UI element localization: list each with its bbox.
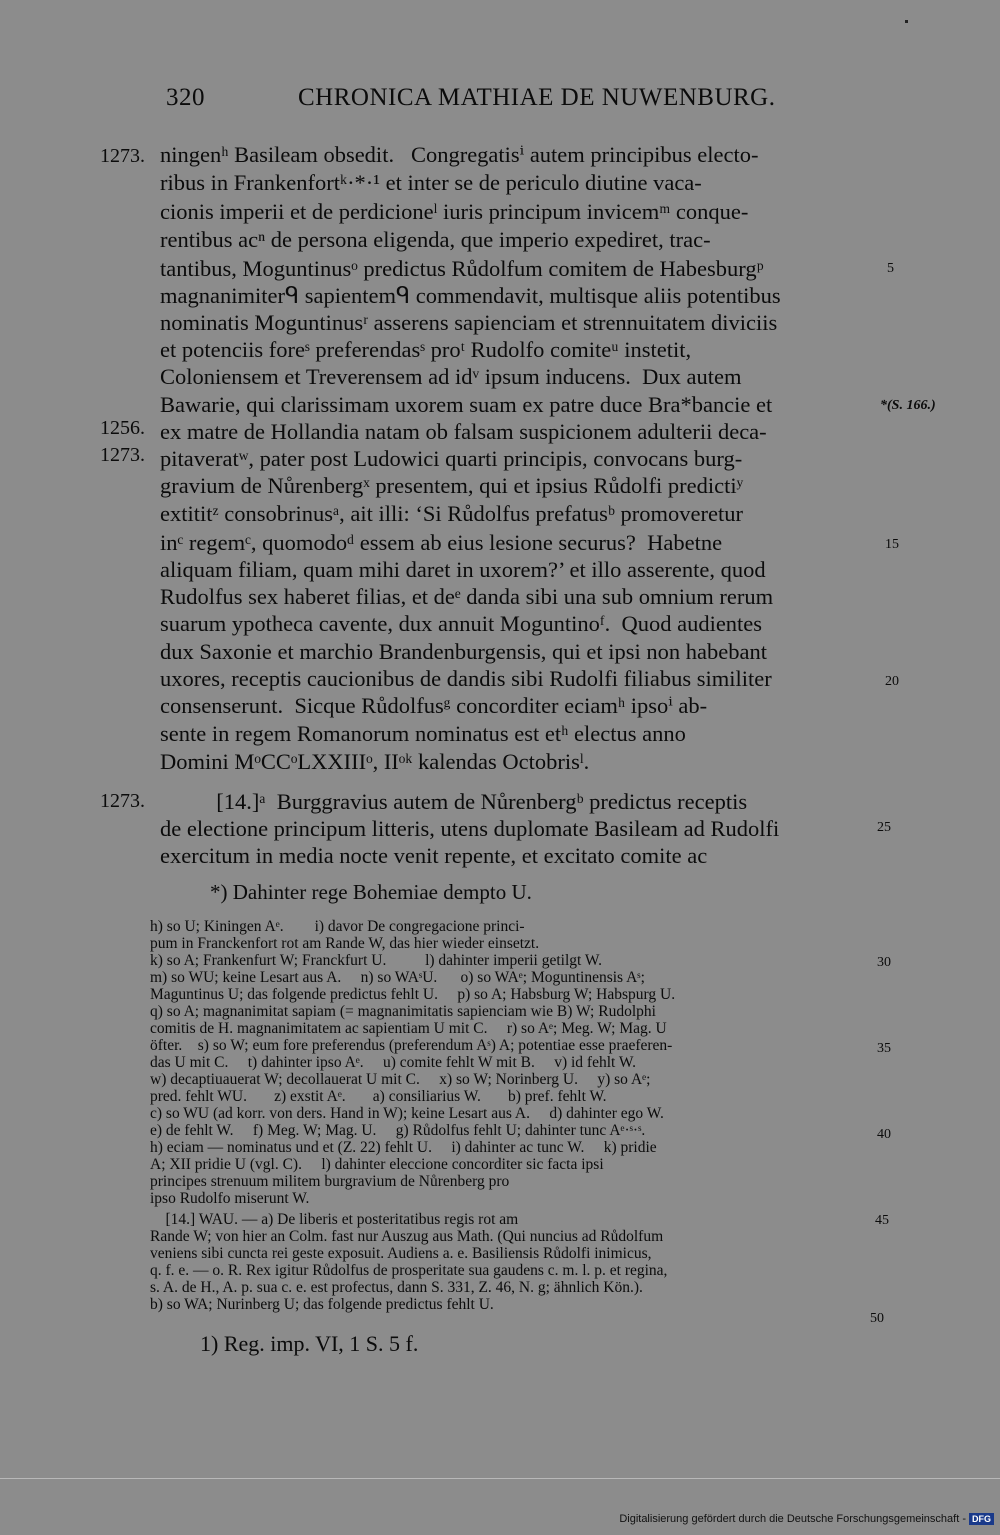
scan-speck	[905, 20, 908, 23]
line-number: 30	[877, 955, 891, 970]
line-number: 40	[877, 1127, 891, 1142]
line-number: 45	[875, 1213, 889, 1228]
text-line: rentibus acⁿ de persona eligenda, que imperio expediret, trac-	[160, 227, 711, 252]
text-line: dux Saxonie et marchio Brandenburgensis, qui et ipsi non habebant	[160, 639, 767, 664]
text-line: magnanimiterᑫ sapientemᑫ commendavit, multisque aliis potentibus	[160, 283, 781, 308]
line-number: 15	[885, 537, 899, 552]
text-line: ribus in Frankenfortᵏ·*·¹ et inter se de periculo diutine vaca-	[160, 170, 702, 195]
text-line: Coloniensem et Treverensem ad idᵛ ipsum inducens. Dux autem	[160, 364, 742, 389]
text-line: cionis imperii et de perdicioneˡ iuris principum invicemᵐ conque-	[160, 199, 749, 224]
text-line: extititᶻ consobrinusᵃ, ait illi: ‘Si Růdolfus prefatusᵇ promoveretur	[160, 501, 743, 526]
dfg-logo: DFG	[969, 1513, 994, 1525]
text-line: aliquam filiam, quam mihi daret in uxorem?’ et illo asserente, quod	[160, 557, 766, 582]
footnote-line: q) so A; magnanimitat sapiam (= magnanimitatis sapienciam wie B) W; Rudolphi	[150, 1003, 656, 1020]
text-line: gravium de Nůrenbergˣ presentem, qui et ipsius Růdolfi predictiʸ	[160, 473, 744, 498]
line-number: 20	[885, 674, 899, 689]
footnote-line: ipso Rudolfo miserunt W.	[150, 1190, 310, 1207]
footnote-line: h) eciam — nominatus und et (Z. 22) fehlt U. i) dahinter ac tunc W. k) pridie	[150, 1139, 657, 1156]
footnote-line: das U mit C. t) dahinter ipso Aᵉ. u) comite fehlt W mit B. v) id fehlt W.	[150, 1054, 637, 1071]
year-marker: 1273.	[100, 790, 145, 812]
text-line: nominatis Moguntinusʳ asserens sapienciam et strennuitatem diviciis	[160, 310, 778, 335]
text-line: de electione principum litteris, utens duplomate Basileam ad Rudolfi	[160, 816, 780, 841]
footnote-line: pum in Franckenfort rot am Rande W, das hier wieder einsetzt.	[150, 935, 540, 952]
footnote-line: w) decaptiuauerat W; decollauerat U mit C. x) so W; Norinberg U. y) so Aᵉ;	[150, 1071, 651, 1088]
text-line: [14.]ᵃ Burggravius autem de Nůrenbergᵇ predictus receptis	[160, 789, 748, 814]
digitization-credit	[619, 1513, 994, 1525]
year-marker: 1256.	[100, 417, 145, 439]
footnote-line: comitis de H. magnanimitatem ac sapientiam U mit C. r) so Aᵉ; Meg. W; Mag. U	[150, 1020, 667, 1037]
footnote-line: c) so WU (ad korr. von ders. Hand in W); keine Lesart aus A. d) dahinter ego W.	[150, 1105, 664, 1122]
footnote-line: s. A. de H., A. p. sua c. e. est profectus, dann S. 331, Z. 46, N. g; ähnlich Kön.).	[150, 1279, 643, 1296]
text-line: inᶜ regemᶜ, quomodoᵈ essem ab eius lesione securus? Habetne	[160, 530, 723, 555]
margin-note: *(S. 166.)	[880, 398, 936, 413]
footnote-line: A; XII pridie U (vgl. C). l) dahinter eleccione concorditer sic facta ipsi	[150, 1156, 604, 1173]
footnote-line: Maguntinus U; das folgende predictus fehlt U. p) so A; Habsburg W; Habspurg U.	[150, 986, 676, 1003]
text-line: pitaveratʷ, pater post Ludowici quarti principis, convocans burg-	[160, 446, 743, 471]
footnote-line: e) de fehlt W. f) Meg. W; Mag. U. g) Růdolfus fehlt U; dahinter tunc Aᵉ·ˢ·ˢ.	[150, 1122, 646, 1139]
footnote-line: b) so WA; Nurinberg U; das folgende predictus fehlt U.	[150, 1296, 494, 1313]
running-title: CHRONICA MATHIAE DE NUWENBURG.	[298, 84, 776, 111]
reference-footnote: 1) Reg. imp. VI, 1 S. 5 f.	[200, 1331, 419, 1356]
star-note: *) Dahinter rege Bohemiae dempto U.	[210, 880, 532, 904]
text-line: uxores, receptis caucionibus de dandis sibi Rudolfi filiabus similiter	[160, 666, 772, 691]
text-line: consenserunt. Sicque Růdolfusᵍ concorditer eciamʰ ipsoⁱ ab-	[160, 693, 708, 718]
year-marker: 1273.	[100, 145, 145, 167]
footnote-line: [14.] WAU. — a) De liberis et posteritatibus regis rot am	[150, 1211, 519, 1228]
line-number: 50	[870, 1311, 884, 1326]
text-line: Domini MᵒCCᵒLXXIIIᵒ, IIᵒᵏ kalendas Octobrisˡ.	[160, 749, 590, 774]
text-line: suarum ypotheca cavente, dux annuit Moguntinoᶠ. Quod audientes	[160, 611, 763, 636]
footnote-line: pred. fehlt WU. z) exstit Aᵉ. a) consiliarius W. b) pref. fehlt W.	[150, 1088, 607, 1105]
footnote-line: m) so WU; keine Lesart aus A. n) so WAˢU. o) so WAᵉ; Moguntinensis Aˢ;	[150, 969, 645, 986]
footnote-line: Rande W; von hier an Colm. fast nur Auszug aus Math. (Qui nuncius ad Růdolfum	[150, 1228, 664, 1245]
footnote-line: öfter. s) so W; eum fore preferendus (preferendum Aˢ) A; potentiae esse praeferen-	[150, 1037, 673, 1054]
line-number: 5	[887, 261, 894, 276]
footnote-line: veniens sibi cuncta rei geste exposuit. Audiens a. e. Basiliensis Růdolfi inimicus,	[150, 1245, 652, 1262]
text-line: Rudolfus sex haberet filias, et deᵉ danda sibi una sub omnium rerum	[160, 584, 774, 609]
text-line: sente in regem Romanorum nominatus est etʰ electus anno	[160, 721, 686, 746]
line-number: 35	[877, 1041, 891, 1056]
credit-text: Digitalisierung gefördert durch die Deutsche Forschungsgemeinschaft -	[619, 1513, 966, 1525]
text-line: ex matre de Hollandia natam ob falsam suspicionem adulterii deca-	[160, 419, 767, 444]
footer-divider	[0, 1478, 1000, 1479]
footnote-line: k) so A; Frankenfurt W; Franckfurt U. l) dahinter imperii getilgt W.	[150, 952, 603, 969]
text-line: et potenciis foreˢ preferendasˢ proᵗ Rudolfo comiteᵘ instetit,	[160, 337, 692, 362]
line-number: 25	[877, 820, 891, 835]
footnote-line: q. f. e. — o. R. Rex igitur Růdolfus de prosperitate sua gaudens c. m. l. p. et regina,	[150, 1262, 668, 1279]
text-line: tantibus, Moguntinusᵒ predictus Růdolfum comitem de Habesburgᵖ	[160, 256, 764, 281]
page-number: 320	[166, 84, 205, 111]
footnote-line: h) so U; Kiningen Aᵉ. i) davor De congregacione princi-	[150, 918, 525, 935]
text-line: exercitum in media nocte venit repente, et excitato comite ac	[160, 843, 708, 868]
text-line: ningenʰ Basileam obsedit. Congregatisⁱ autem principibus electo-	[160, 142, 759, 167]
year-marker: 1273.	[100, 444, 145, 466]
footnote-line: principes strenuum militem burgravium de Nůrenberg pro	[150, 1173, 510, 1190]
text-line: Bawarie, qui clarissimam uxorem suam ex patre duce Bra*bancie et	[160, 392, 773, 417]
